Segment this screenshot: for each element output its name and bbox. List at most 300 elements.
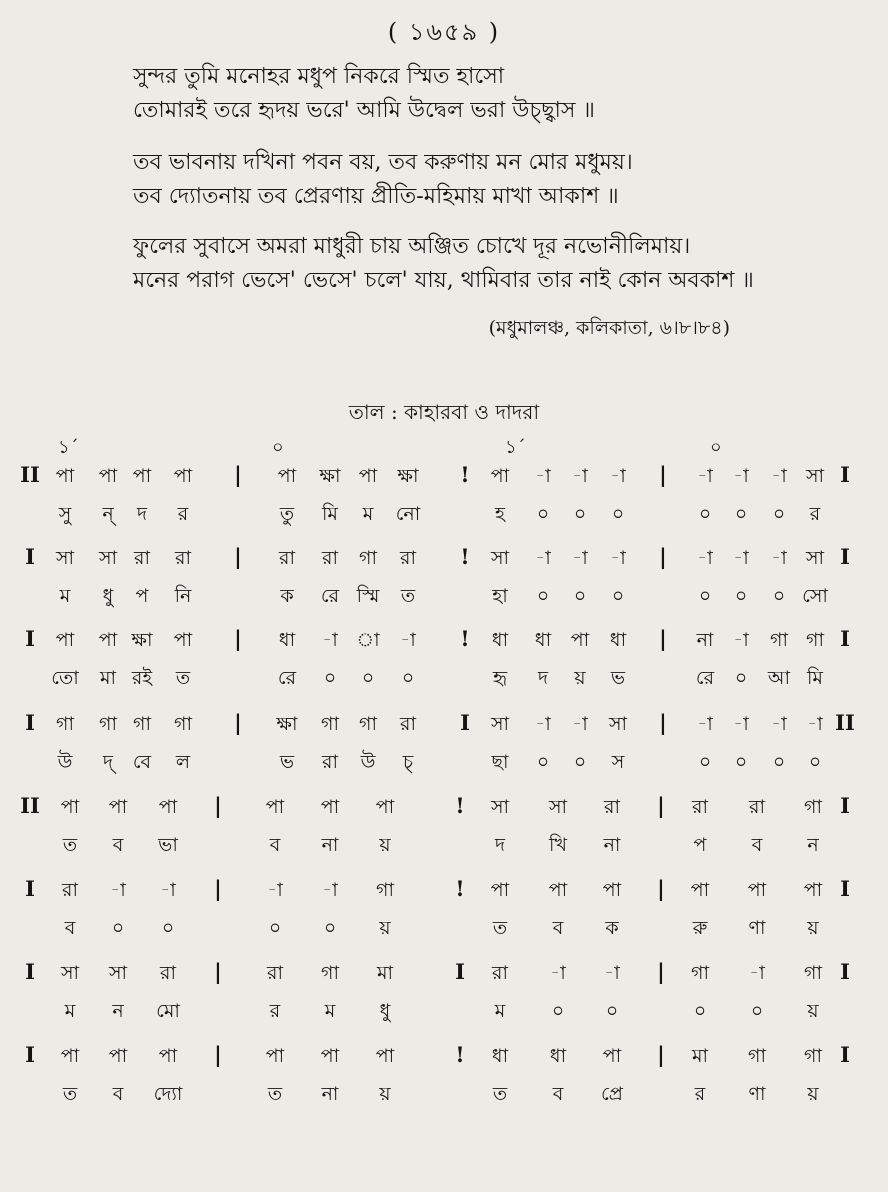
lyric-syllable: ন্ [102, 503, 114, 525]
note: পা [108, 796, 128, 818]
lyric-syllable: ০ [111, 917, 125, 939]
bar-line: I [840, 462, 850, 487]
lyric-syllable: ০ [611, 585, 625, 607]
note: রা [322, 547, 338, 569]
lyrics-row [0, 1076, 888, 1114]
lyric-syllable: ভ [610, 667, 626, 689]
note: রা [400, 713, 416, 735]
note: রা [175, 547, 191, 569]
lyric-syllable: ০ [573, 503, 587, 525]
lyric-syllable: সু [58, 503, 72, 525]
note: রা [400, 547, 416, 569]
verse-1 [133, 60, 873, 128]
note: ধা [609, 629, 627, 651]
note: সা [490, 713, 510, 735]
lyric-syllable: ০ [772, 503, 786, 525]
notation-block [0, 622, 888, 698]
verse-line: মনের পরাগ ভেসে' ভেসে' চলে' যায়, থামিবার তার নাই কোন অবকাশ ॥ [133, 268, 754, 293]
bar-line: ! [460, 462, 470, 487]
note: -া [572, 713, 588, 735]
beat-mark: ১´ [505, 437, 526, 458]
bar-line: I [25, 544, 35, 569]
note: -া [771, 547, 787, 569]
lyric-syllable: ০ [536, 503, 550, 525]
note: পা [747, 879, 767, 901]
lyric-syllable: প [693, 834, 707, 856]
note: -া [322, 629, 338, 651]
note: পা [490, 879, 510, 901]
notation-block [0, 706, 888, 782]
note: গা [804, 962, 822, 984]
lyric-syllable: য় [379, 917, 391, 939]
note: ধা [549, 1045, 567, 1067]
note: পা [277, 465, 297, 487]
note: -া [267, 879, 283, 901]
lyric-syllable: হৃ [492, 667, 508, 689]
notation-block [0, 955, 888, 1031]
lyric-syllable: ০ [750, 1000, 764, 1022]
note: -া [604, 962, 620, 984]
verse-2 [133, 146, 873, 214]
lyric-syllable: ব [552, 1083, 564, 1105]
note: পা [265, 796, 285, 818]
note: গা [691, 962, 709, 984]
note: -া [572, 465, 588, 487]
bar-line: ! [460, 544, 470, 569]
lyric-syllable: নো [395, 503, 421, 525]
lyric-syllable: ০ [323, 917, 337, 939]
lyric-syllable: ভ [279, 751, 295, 773]
bar-line: | [234, 544, 242, 569]
note: ধা [491, 1045, 509, 1067]
lyric-syllable: না [603, 834, 621, 856]
verse-line: ফুলের সুবাসে অমরা মাধুরী চায় অঞ্জিত চোখে দূর নভোনীলিমায়। [133, 234, 691, 259]
lyric-syllable: ম [362, 503, 374, 525]
bar-line: ! [455, 793, 465, 818]
note: গা [748, 1045, 766, 1067]
lyric-syllable: ০ [361, 667, 375, 689]
bar-line: I [840, 793, 850, 818]
note: রা [160, 962, 176, 984]
lyric-syllable: উ [57, 751, 73, 773]
lyric-syllable: ০ [772, 751, 786, 773]
note: গা [804, 796, 822, 818]
lyric-syllable: ০ [605, 1000, 619, 1022]
lyric-syllable: চ্ [402, 751, 414, 773]
bar-line: I [840, 544, 850, 569]
beat-mark: ১´ [58, 437, 79, 458]
bar-line: I [25, 876, 35, 901]
bar-line: ! [460, 626, 470, 651]
note: রা [749, 796, 765, 818]
bar-line: ! [455, 1042, 465, 1067]
lyric-syllable: ন [807, 834, 819, 856]
lyric-syllable: য় [807, 917, 819, 939]
note: গা [359, 713, 377, 735]
note: পা [60, 1045, 80, 1067]
bar-line: | [234, 710, 242, 735]
note: সা [60, 962, 80, 984]
bar-line: | [657, 1042, 665, 1067]
note: পা [55, 465, 75, 487]
lyric-syllable: খি [549, 834, 567, 856]
note: পা [320, 796, 340, 818]
lyrics-row [0, 744, 888, 782]
bar-line: I [840, 1042, 850, 1067]
note: -া [322, 879, 338, 901]
lyric-syllable: ত [62, 834, 78, 856]
lyric-syllable: ম [59, 585, 71, 607]
note: -া [610, 547, 626, 569]
note: পা [602, 1045, 622, 1067]
note: সা [55, 547, 75, 569]
notes-row [0, 789, 888, 827]
note: গা [174, 713, 192, 735]
note: ক্ষা [319, 465, 341, 487]
lyric-syllable: ব [269, 834, 281, 856]
lyric-syllable: প [135, 585, 149, 607]
lyric-syllable: ০ [734, 503, 748, 525]
beat-marks [0, 433, 888, 461]
lyrics-row [0, 660, 888, 698]
lyric-syllable: দ [495, 834, 505, 856]
lyric-syllable: র [694, 1083, 706, 1105]
note: ধা [491, 629, 509, 651]
lyric-syllable: ০ [401, 667, 415, 689]
lyric-syllable: ০ [734, 667, 748, 689]
lyric-syllable: না [321, 834, 339, 856]
note: -া [110, 879, 126, 901]
lyric-syllable: র [269, 1000, 281, 1022]
lyric-syllable: রে [277, 667, 297, 689]
lyric-syllable: আ [767, 667, 791, 689]
note: সা [805, 547, 825, 569]
lyric-syllable: ব [552, 917, 564, 939]
lyrics-row [0, 578, 888, 616]
beat-mark: ০ [710, 437, 722, 458]
note: গা [804, 1045, 822, 1067]
note: গা [359, 547, 377, 569]
lyric-syllable: ০ [772, 585, 786, 607]
notation-block [0, 540, 888, 616]
lyric-syllable: ০ [268, 917, 282, 939]
bar-line: I [25, 959, 35, 984]
lyric-syllable: উ [360, 751, 376, 773]
bar-line: | [657, 793, 665, 818]
note: পা [803, 879, 823, 901]
lyric-syllable: রু [692, 917, 708, 939]
lyric-syllable: ত [492, 917, 508, 939]
note: -া [697, 547, 713, 569]
note: ক্ষা [276, 713, 298, 735]
lyric-syllable: মা [99, 667, 117, 689]
lyric-syllable: সো [802, 585, 828, 607]
lyric-syllable: ০ [573, 751, 587, 773]
lyric-syllable: হ [495, 503, 505, 525]
note: রা [62, 879, 78, 901]
lyric-syllable: ত [267, 1083, 283, 1105]
lyric-syllable: ধু [102, 585, 114, 607]
lyric-syllable: রা [322, 751, 338, 773]
notes-row [0, 458, 888, 496]
bar-line: | [214, 959, 222, 984]
lyric-syllable: র [809, 503, 821, 525]
lyric-syllable: ধু [379, 1000, 391, 1022]
lyric-syllable: দ [137, 503, 147, 525]
lyric-syllable: মি [322, 503, 338, 525]
lyric-syllable: ০ [573, 585, 587, 607]
note: -া [400, 629, 416, 651]
bar-line: | [657, 876, 665, 901]
notes-row [0, 1038, 888, 1076]
lyric-syllable: ০ [693, 1000, 707, 1022]
note: -া [160, 879, 176, 901]
lyric-syllable: ত [175, 667, 191, 689]
verse-line: তোমারই তরে হৃদয় ভরে' আমি উদ্বেল ভরা উচ্ছ্বাস ॥ [133, 98, 595, 123]
lyric-syllable: য় [574, 667, 586, 689]
lyric-syllable: স [611, 751, 625, 773]
taal-heading: তাল : কাহারবা ও দাদরা [348, 400, 540, 424]
note: পা [358, 465, 378, 487]
lyric-syllable: ত [400, 585, 416, 607]
lyric-syllable: য় [379, 1083, 391, 1105]
bar-line: II [20, 462, 40, 487]
note: পা [108, 1045, 128, 1067]
note: া [356, 629, 380, 651]
note: সা [108, 962, 128, 984]
lyric-syllable: মি [807, 667, 823, 689]
note: রা [604, 796, 620, 818]
lyric-syllable: ব [112, 1083, 124, 1105]
note: পা [570, 629, 590, 651]
lyric-syllable: য় [807, 1083, 819, 1105]
lyric-syllable: ০ [536, 751, 550, 773]
notation-block [0, 789, 888, 865]
lyric-syllable: নি [174, 585, 192, 607]
bar-line: | [659, 710, 667, 735]
lyric-syllable: ম [324, 1000, 336, 1022]
verse-3 [133, 230, 873, 298]
note: -া [733, 547, 749, 569]
note: পা [173, 465, 193, 487]
notes-row [0, 622, 888, 660]
note: -া [610, 465, 626, 487]
notes-row [0, 706, 888, 744]
note: সা [490, 547, 510, 569]
lyric-syllable: রে [695, 667, 715, 689]
note: না [696, 629, 714, 651]
note: -া [550, 962, 566, 984]
note: গা [56, 713, 74, 735]
note: -া [733, 713, 749, 735]
note: পা [602, 879, 622, 901]
note: পা [548, 879, 568, 901]
bar-line: I [25, 710, 35, 735]
bar-line: II [835, 710, 855, 735]
note: ধা [278, 629, 296, 651]
lyric-syllable: ০ [161, 917, 175, 939]
note: গা [770, 629, 788, 651]
note: পা [98, 629, 118, 651]
bar-line: | [657, 959, 665, 984]
note: পা [60, 796, 80, 818]
lyric-syllable: ব [751, 834, 763, 856]
note: ক্ষা [397, 465, 419, 487]
note: রা [134, 547, 150, 569]
note: -া [733, 465, 749, 487]
lyric-syllable: মো [156, 1000, 180, 1022]
lyrics-row [0, 910, 888, 948]
note: -া [697, 713, 713, 735]
lyrics-row [0, 827, 888, 865]
lyric-syllable: প্রে [601, 1083, 623, 1105]
note: ক্ষা [131, 629, 153, 651]
note: -া [572, 547, 588, 569]
note: -া [535, 465, 551, 487]
bar-line: I [840, 959, 850, 984]
note: রা [492, 962, 508, 984]
lyric-syllable: ক [280, 585, 294, 607]
note: গা [376, 879, 394, 901]
bar-line: | [659, 626, 667, 651]
lyric-syllable: তো [51, 667, 79, 689]
note: সা [548, 796, 568, 818]
lyric-syllable: ম [64, 1000, 76, 1022]
note: রা [692, 796, 708, 818]
bar-line: | [659, 544, 667, 569]
note: সা [98, 547, 118, 569]
note: পা [320, 1045, 340, 1067]
note: -া [733, 629, 749, 651]
bar-line: I [840, 626, 850, 651]
lyric-syllable: ০ [551, 1000, 565, 1022]
note: পা [158, 796, 178, 818]
lyric-syllable: য় [807, 1000, 819, 1022]
notation-block [0, 458, 888, 534]
note: মা [691, 1045, 709, 1067]
notation-block [0, 1038, 888, 1114]
bar-line: I [840, 876, 850, 901]
bar-line: ! [455, 876, 465, 901]
lyric-syllable: বে [132, 751, 152, 773]
lyric-syllable: ০ [611, 503, 625, 525]
notation-block [0, 872, 888, 948]
note: গা [321, 962, 339, 984]
note: রা [279, 547, 295, 569]
lyric-syllable: তু [279, 503, 295, 525]
bar-line: | [234, 626, 242, 651]
lyric-syllable: ০ [323, 667, 337, 689]
verse-line: সুন্দর তুমি মনোহর মধুপ নিকরে স্মিত হাসো [133, 64, 505, 89]
note: সা [805, 465, 825, 487]
bar-line: | [659, 462, 667, 487]
lyric-syllable: রে [320, 585, 340, 607]
lyric-syllable: ন [112, 1000, 124, 1022]
note: পা [375, 1045, 395, 1067]
lyric-syllable: ব [112, 834, 124, 856]
note: -া [535, 547, 551, 569]
lyric-syllable: ক [605, 917, 619, 939]
lyric-syllable: ০ [698, 751, 712, 773]
bar-line: II [20, 793, 40, 818]
lyric-syllable: ০ [698, 503, 712, 525]
lyrics-row [0, 496, 888, 534]
note: -া [807, 713, 823, 735]
bar-line: I [25, 1042, 35, 1067]
lyric-syllable: ণা [748, 917, 766, 939]
note: -া [535, 713, 551, 735]
note: সা [490, 796, 510, 818]
lyric-syllable: দ্যো [153, 1083, 183, 1105]
note: পা [132, 465, 152, 487]
note: পা [173, 629, 193, 651]
lyric-syllable: ছা [491, 751, 509, 773]
lyric-syllable: ম [494, 1000, 506, 1022]
note: সা [608, 713, 628, 735]
lyrics-row [0, 993, 888, 1031]
page-number: ( ১৬৫৯ ) [387, 18, 501, 46]
lyric-syllable: ত [62, 1083, 78, 1105]
source-citation: (মধুমালঞ্চ, কলিকাতা, ৬।৮।৮৪) [488, 317, 730, 339]
lyric-syllable: স্মি [356, 585, 380, 607]
note: পা [690, 879, 710, 901]
note: ধা [534, 629, 552, 651]
lyric-syllable: য় [379, 834, 391, 856]
lyric-syllable: ০ [698, 585, 712, 607]
beat-mark: ০ [272, 437, 284, 458]
lyric-syllable: রই [131, 667, 153, 689]
lyric-syllable: দ্ [103, 751, 113, 773]
note: -া [697, 465, 713, 487]
lyric-syllable: র [177, 503, 189, 525]
bar-line: | [214, 1042, 222, 1067]
lyric-syllable: না [321, 1083, 339, 1105]
note: পা [55, 629, 75, 651]
lyric-syllable: ব [64, 917, 76, 939]
note: গা [321, 713, 339, 735]
bar-line: I [25, 626, 35, 651]
verse-line: তব ভাবনায় দখিনা পবন বয়, তব করুণায় মন মোর মধুময়। [133, 150, 633, 175]
notes-row [0, 540, 888, 578]
verse-line: তব দ্যোতনায় তব প্রেরণায় প্রীতি-মহিমায় মাখা আকাশ ॥ [133, 184, 619, 209]
lyric-syllable: ০ [734, 585, 748, 607]
note: গা [133, 713, 151, 735]
lyric-syllable: ভা [158, 834, 178, 856]
notes-row [0, 872, 888, 910]
bar-line: I [460, 710, 470, 735]
note: পা [375, 796, 395, 818]
bar-line: | [234, 462, 242, 487]
note: পা [490, 465, 510, 487]
note: -া [749, 962, 765, 984]
note: -া [771, 713, 787, 735]
note: মা [376, 962, 394, 984]
notes-row [0, 955, 888, 993]
note: রা [267, 962, 283, 984]
lyric-syllable: ০ [536, 585, 550, 607]
note: পা [98, 465, 118, 487]
lyric-syllable: দ [538, 667, 548, 689]
note: -া [771, 465, 787, 487]
note: গা [99, 713, 117, 735]
bar-line: I [455, 959, 465, 984]
note: গা [806, 629, 824, 651]
lyric-syllable: হা [492, 585, 508, 607]
lyric-syllable: ত [492, 1083, 508, 1105]
note: পা [158, 1045, 178, 1067]
lyric-syllable: ০ [734, 751, 748, 773]
lyric-syllable: ০ [808, 751, 822, 773]
